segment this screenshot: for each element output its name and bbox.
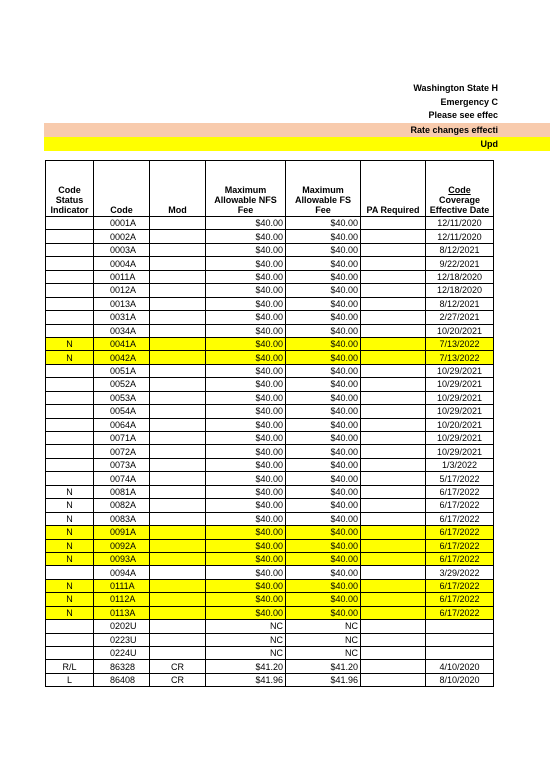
table-row: [46, 633, 494, 646]
fs-fee-cell: $40.00: [286, 284, 361, 297]
pa-required-cell: [361, 660, 426, 673]
effective-date-cell: 9/22/2021: [426, 257, 494, 270]
fs-fee-cell: $40.00: [286, 351, 361, 364]
col-header-nfs-fee: Maximum Allowable NFS Fee: [206, 161, 286, 217]
table-row: [46, 566, 494, 579]
nfs-fee-cell: $40.00: [206, 391, 286, 404]
table-row: [46, 485, 494, 498]
pa-required-cell: [361, 566, 426, 579]
nfs-fee-cell: NC: [206, 647, 286, 660]
title-line-4: Rate changes effecti: [410, 125, 498, 135]
pa-required-cell: [361, 257, 426, 270]
effective-date-cell: 12/11/2020: [426, 217, 494, 230]
nfs-fee-cell: NC: [206, 633, 286, 646]
mod-cell: [150, 593, 206, 606]
fs-fee-cell: $40.00: [286, 526, 361, 539]
effective-date-cell: 10/20/2021: [426, 418, 494, 431]
effective-date-cell: 4/10/2020: [426, 660, 494, 673]
nfs-fee-cell: $40.00: [206, 297, 286, 310]
mod-cell: [150, 405, 206, 418]
table-row: [46, 297, 494, 310]
table-row: [46, 324, 494, 337]
effective-date-cell: 10/29/2021: [426, 391, 494, 404]
nfs-fee-cell: $40.00: [206, 418, 286, 431]
status-indicator-cell: [46, 324, 94, 337]
code-cell: 86408: [94, 673, 150, 686]
status-indicator-cell: [46, 270, 94, 283]
effective-date-cell: 10/29/2021: [426, 364, 494, 377]
pa-required-cell: [361, 270, 426, 283]
title-line-2: Emergency C: [440, 97, 498, 107]
nfs-fee-cell: $40.00: [206, 337, 286, 350]
title-line-1: Washington State H: [413, 83, 498, 93]
nfs-fee-cell: $40.00: [206, 579, 286, 592]
code-cell: 0041A: [94, 337, 150, 350]
pa-required-cell: [361, 432, 426, 445]
table-row: [46, 620, 494, 633]
nfs-fee-cell: $40.00: [206, 552, 286, 565]
table-row: [46, 660, 494, 673]
col-header-pa-required: PA Required: [361, 161, 426, 217]
code-cell: 0042A: [94, 351, 150, 364]
header-row: [46, 161, 494, 217]
mod-cell: [150, 364, 206, 377]
fs-fee-cell: $41.96: [286, 673, 361, 686]
fs-fee-cell: $40.00: [286, 257, 361, 270]
status-indicator-cell: N: [46, 499, 94, 512]
fs-fee-cell: $40.00: [286, 499, 361, 512]
status-indicator-cell: [46, 243, 94, 256]
code-cell: 0031A: [94, 311, 150, 324]
pa-required-cell: [361, 539, 426, 552]
code-cell: 0093A: [94, 552, 150, 565]
pa-required-cell: [361, 391, 426, 404]
status-indicator-cell: [46, 378, 94, 391]
nfs-fee-cell: NC: [206, 620, 286, 633]
code-cell: 0052A: [94, 378, 150, 391]
effective-date-cell: [426, 633, 494, 646]
status-indicator-cell: [46, 432, 94, 445]
fs-fee-cell: NC: [286, 633, 361, 646]
nfs-fee-cell: $40.00: [206, 485, 286, 498]
table-row: [46, 311, 494, 324]
code-cell: 0054A: [94, 405, 150, 418]
title-line-3: Please see effec: [428, 110, 498, 120]
code-cell: 0002A: [94, 230, 150, 243]
nfs-fee-cell: $40.00: [206, 243, 286, 256]
pa-required-cell: [361, 364, 426, 377]
effective-date-cell: 12/18/2020: [426, 284, 494, 297]
mod-cell: [150, 552, 206, 565]
nfs-fee-cell: $40.00: [206, 351, 286, 364]
status-indicator-cell: R/L: [46, 660, 94, 673]
status-indicator-cell: N: [46, 552, 94, 565]
mod-cell: [150, 539, 206, 552]
code-cell: 0202U: [94, 620, 150, 633]
mod-cell: [150, 526, 206, 539]
effective-date-cell: 6/17/2022: [426, 526, 494, 539]
table-row: [46, 445, 494, 458]
code-cell: 0003A: [94, 243, 150, 256]
fs-fee-cell: $40.00: [286, 566, 361, 579]
status-indicator-cell: [46, 217, 94, 230]
table-row: [46, 243, 494, 256]
title-line-5: Upd: [480, 139, 498, 149]
status-indicator-cell: [46, 633, 94, 646]
mod-cell: [150, 378, 206, 391]
code-cell: 0082A: [94, 499, 150, 512]
code-cell: 0051A: [94, 364, 150, 377]
nfs-fee-cell: $40.00: [206, 405, 286, 418]
nfs-fee-cell: $40.00: [206, 606, 286, 619]
code-cell: 0091A: [94, 526, 150, 539]
nfs-fee-cell: $40.00: [206, 364, 286, 377]
fs-fee-cell: $40.00: [286, 445, 361, 458]
effective-date-cell: 1/3/2022: [426, 458, 494, 471]
fs-fee-cell: NC: [286, 620, 361, 633]
fs-fee-cell: $40.00: [286, 593, 361, 606]
code-cell: 0073A: [94, 458, 150, 471]
nfs-fee-cell: $40.00: [206, 472, 286, 485]
nfs-fee-cell: $40.00: [206, 324, 286, 337]
table-row: [46, 230, 494, 243]
nfs-fee-cell: $40.00: [206, 284, 286, 297]
pa-required-cell: [361, 337, 426, 350]
nfs-fee-cell: $40.00: [206, 499, 286, 512]
mod-cell: [150, 217, 206, 230]
table-row: [46, 647, 494, 660]
pa-required-cell: [361, 243, 426, 256]
pa-required-cell: [361, 297, 426, 310]
fs-fee-cell: $40.00: [286, 458, 361, 471]
pa-required-cell: [361, 633, 426, 646]
code-cell: 0072A: [94, 445, 150, 458]
code-cell: 0112A: [94, 593, 150, 606]
fs-fee-cell: $40.00: [286, 418, 361, 431]
mod-cell: [150, 351, 206, 364]
fs-fee-cell: $40.00: [286, 552, 361, 565]
status-indicator-cell: [46, 566, 94, 579]
code-cell: 0081A: [94, 485, 150, 498]
pa-required-cell: [361, 552, 426, 565]
status-indicator-cell: N: [46, 593, 94, 606]
effective-date-cell: 12/18/2020: [426, 270, 494, 283]
effective-date-cell: 8/10/2020: [426, 673, 494, 686]
code-cell: 0053A: [94, 391, 150, 404]
mod-cell: [150, 337, 206, 350]
mod-cell: CR: [150, 673, 206, 686]
table-row: [46, 257, 494, 270]
effective-date-cell: 12/11/2020: [426, 230, 494, 243]
fs-fee-cell: $40.00: [286, 432, 361, 445]
effective-date-cell: [426, 620, 494, 633]
effective-date-cell: 6/17/2022: [426, 579, 494, 592]
nfs-fee-cell: $40.00: [206, 230, 286, 243]
effective-date-cell: 7/13/2022: [426, 337, 494, 350]
pa-required-cell: [361, 485, 426, 498]
code-cell: 0092A: [94, 539, 150, 552]
mod-cell: [150, 284, 206, 297]
table-row: [46, 579, 494, 592]
status-indicator-cell: [46, 230, 94, 243]
mod-cell: [150, 566, 206, 579]
table-row: [46, 472, 494, 485]
code-cell: 0034A: [94, 324, 150, 337]
effective-date-cell: 3/29/2022: [426, 566, 494, 579]
fs-fee-cell: $40.00: [286, 391, 361, 404]
mod-cell: [150, 324, 206, 337]
table-row: [46, 526, 494, 539]
col-header-code: Code: [94, 161, 150, 217]
code-cell: 0064A: [94, 418, 150, 431]
fs-fee-cell: $40.00: [286, 230, 361, 243]
table-row: [46, 552, 494, 565]
status-indicator-cell: N: [46, 539, 94, 552]
code-cell: 86328: [94, 660, 150, 673]
table-row: [46, 270, 494, 283]
pa-required-cell: [361, 526, 426, 539]
pa-required-cell: [361, 472, 426, 485]
fs-fee-cell: $40.00: [286, 337, 361, 350]
pa-required-cell: [361, 311, 426, 324]
pa-required-cell: [361, 499, 426, 512]
pa-required-cell: [361, 217, 426, 230]
table-row: [46, 217, 494, 230]
col-header-effective-date: [426, 161, 494, 217]
table-row: [46, 405, 494, 418]
fs-fee-cell: $40.00: [286, 512, 361, 525]
nfs-fee-cell: $40.00: [206, 432, 286, 445]
mod-cell: [150, 257, 206, 270]
mod-cell: [150, 579, 206, 592]
status-indicator-cell: N: [46, 512, 94, 525]
mod-cell: [150, 391, 206, 404]
effective-date-cell: 10/29/2021: [426, 445, 494, 458]
table-row: [46, 539, 494, 552]
table-row: [46, 351, 494, 364]
status-indicator-cell: N: [46, 579, 94, 592]
mod-cell: CR: [150, 660, 206, 673]
effective-date-cell: 7/13/2022: [426, 351, 494, 364]
col-header-date-underlined: Code: [448, 185, 471, 195]
table-row: [46, 391, 494, 404]
fs-fee-cell: $40.00: [286, 579, 361, 592]
table-row: [46, 606, 494, 619]
pa-required-cell: [361, 458, 426, 471]
status-indicator-cell: [46, 620, 94, 633]
fs-fee-cell: $40.00: [286, 217, 361, 230]
col-header-date-rest: Coverage Effective Date: [429, 195, 490, 215]
effective-date-cell: 6/17/2022: [426, 485, 494, 498]
col-header-indicator: Code Status Indicator: [46, 161, 94, 217]
fs-fee-cell: $40.00: [286, 485, 361, 498]
effective-date-cell: 5/17/2022: [426, 472, 494, 485]
mod-cell: [150, 418, 206, 431]
nfs-fee-cell: $41.20: [206, 660, 286, 673]
pa-required-cell: [361, 378, 426, 391]
mod-cell: [150, 633, 206, 646]
effective-date-cell: 6/17/2022: [426, 593, 494, 606]
fs-fee-cell: $40.00: [286, 243, 361, 256]
nfs-fee-cell: $40.00: [206, 566, 286, 579]
effective-date-cell: [426, 647, 494, 660]
fs-fee-cell: $40.00: [286, 539, 361, 552]
table-row: [46, 499, 494, 512]
fs-fee-cell: $40.00: [286, 311, 361, 324]
status-indicator-cell: [46, 472, 94, 485]
fs-fee-cell: $40.00: [286, 364, 361, 377]
nfs-fee-cell: $40.00: [206, 217, 286, 230]
mod-cell: [150, 485, 206, 498]
pa-required-cell: [361, 606, 426, 619]
effective-date-cell: 8/12/2021: [426, 243, 494, 256]
code-cell: 0111A: [94, 579, 150, 592]
col-header-fs-fee: Maximum Allowable FS Fee: [286, 161, 361, 217]
fs-fee-cell: $40.00: [286, 606, 361, 619]
status-indicator-cell: [46, 284, 94, 297]
fs-fee-cell: $41.20: [286, 660, 361, 673]
table-row: [46, 673, 494, 686]
fs-fee-cell: $40.00: [286, 324, 361, 337]
status-indicator-cell: [46, 311, 94, 324]
status-indicator-cell: N: [46, 606, 94, 619]
status-indicator-cell: [46, 445, 94, 458]
mod-cell: [150, 647, 206, 660]
nfs-fee-cell: $40.00: [206, 593, 286, 606]
status-indicator-cell: [46, 391, 94, 404]
code-cell: 0083A: [94, 512, 150, 525]
mod-cell: [150, 230, 206, 243]
fs-fee-cell: NC: [286, 647, 361, 660]
mod-cell: [150, 270, 206, 283]
effective-date-cell: 6/17/2022: [426, 539, 494, 552]
table-row: [46, 337, 494, 350]
fs-fee-cell: $40.00: [286, 297, 361, 310]
effective-date-cell: 6/17/2022: [426, 552, 494, 565]
code-cell: 0223U: [94, 633, 150, 646]
status-indicator-cell: [46, 418, 94, 431]
pa-required-cell: [361, 673, 426, 686]
mod-cell: [150, 243, 206, 256]
table-row: [46, 364, 494, 377]
pa-required-cell: [361, 445, 426, 458]
code-cell: 0094A: [94, 566, 150, 579]
nfs-fee-cell: $40.00: [206, 445, 286, 458]
table-row: [46, 378, 494, 391]
status-indicator-cell: L: [46, 673, 94, 686]
pa-required-cell: [361, 405, 426, 418]
pa-required-cell: [361, 418, 426, 431]
nfs-fee-cell: $40.00: [206, 539, 286, 552]
mod-cell: [150, 445, 206, 458]
fs-fee-cell: $40.00: [286, 472, 361, 485]
mod-cell: [150, 432, 206, 445]
nfs-fee-cell: $40.00: [206, 270, 286, 283]
effective-date-cell: 10/29/2021: [426, 378, 494, 391]
nfs-fee-cell: $41.96: [206, 673, 286, 686]
nfs-fee-cell: $40.00: [206, 257, 286, 270]
pa-required-cell: [361, 351, 426, 364]
status-indicator-cell: [46, 458, 94, 471]
status-indicator-cell: [46, 647, 94, 660]
status-indicator-cell: N: [46, 485, 94, 498]
fs-fee-cell: $40.00: [286, 270, 361, 283]
status-indicator-cell: [46, 257, 94, 270]
table-row: [46, 458, 494, 471]
mod-cell: [150, 606, 206, 619]
effective-date-cell: 6/17/2022: [426, 512, 494, 525]
fee-schedule-table: [45, 160, 494, 687]
mod-cell: [150, 512, 206, 525]
mod-cell: [150, 458, 206, 471]
mod-cell: [150, 620, 206, 633]
code-cell: 0074A: [94, 472, 150, 485]
mod-cell: [150, 472, 206, 485]
pa-required-cell: [361, 647, 426, 660]
table-row: [46, 593, 494, 606]
effective-date-cell: 2/27/2021: [426, 311, 494, 324]
effective-date-cell: 10/29/2021: [426, 432, 494, 445]
effective-date-cell: 10/29/2021: [426, 405, 494, 418]
pa-required-cell: [361, 512, 426, 525]
table-row: [46, 418, 494, 431]
status-indicator-cell: [46, 364, 94, 377]
code-cell: 0004A: [94, 257, 150, 270]
pa-required-cell: [361, 324, 426, 337]
mod-cell: [150, 311, 206, 324]
table-row: [46, 432, 494, 445]
effective-date-cell: 6/17/2022: [426, 606, 494, 619]
fs-fee-cell: $40.00: [286, 378, 361, 391]
code-cell: 0001A: [94, 217, 150, 230]
nfs-fee-cell: $40.00: [206, 512, 286, 525]
nfs-fee-cell: $40.00: [206, 526, 286, 539]
mod-cell: [150, 297, 206, 310]
effective-date-cell: 6/17/2022: [426, 499, 494, 512]
table-row: [46, 284, 494, 297]
col-header-mod: Mod: [150, 161, 206, 217]
status-indicator-cell: [46, 297, 94, 310]
effective-date-cell: 8/12/2021: [426, 297, 494, 310]
code-cell: 0012A: [94, 284, 150, 297]
code-cell: 0071A: [94, 432, 150, 445]
pa-required-cell: [361, 620, 426, 633]
nfs-fee-cell: $40.00: [206, 378, 286, 391]
code-cell: 0013A: [94, 297, 150, 310]
pa-required-cell: [361, 593, 426, 606]
status-indicator-cell: [46, 405, 94, 418]
nfs-fee-cell: $40.00: [206, 458, 286, 471]
fs-fee-cell: $40.00: [286, 405, 361, 418]
pa-required-cell: [361, 579, 426, 592]
code-cell: 0113A: [94, 606, 150, 619]
mod-cell: [150, 499, 206, 512]
status-indicator-cell: N: [46, 351, 94, 364]
effective-date-cell: 10/20/2021: [426, 324, 494, 337]
nfs-fee-cell: $40.00: [206, 311, 286, 324]
code-cell: 0011A: [94, 270, 150, 283]
code-cell: 0224U: [94, 647, 150, 660]
status-indicator-cell: N: [46, 337, 94, 350]
pa-required-cell: [361, 230, 426, 243]
table-row: [46, 512, 494, 525]
pa-required-cell: [361, 284, 426, 297]
status-indicator-cell: N: [46, 526, 94, 539]
